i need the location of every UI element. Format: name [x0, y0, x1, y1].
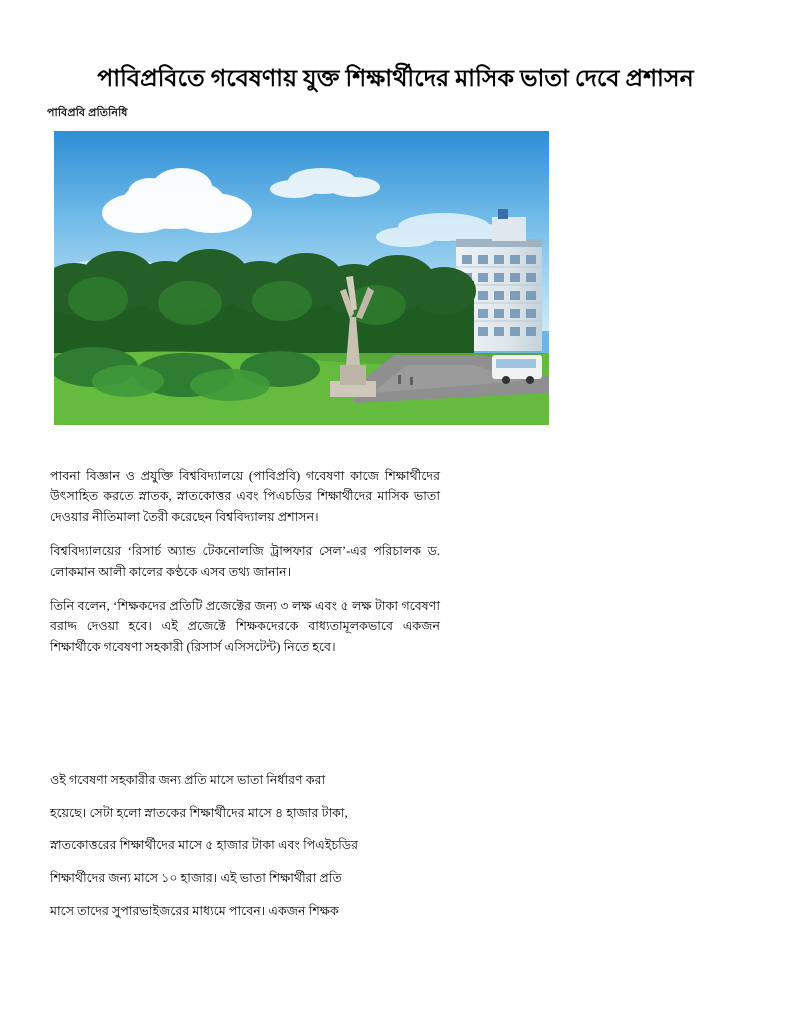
byline: পাবিপ্রবি প্রতিনিধি	[47, 107, 128, 119]
article-body	[50, 466, 440, 657]
article-body-continued	[50, 764, 450, 928]
paragraph-line: ওই গবেষণা সহকারীর জন্য প্রতি মাসে ভাতা নির্ধারণ করা	[50, 773, 326, 787]
page-title: পাবিপ্রবিতে গবেষণায় যুক্ত শিক্ষার্থীদের মাসিক ভাতা দেবে প্রশাসন	[97, 65, 694, 92]
campus-photo	[54, 131, 549, 425]
paragraph-line: স্নাতকোত্তরের শিক্ষার্থীদের মাসে ৫ হাজার টাকা এবং পিএইচডির	[50, 838, 359, 853]
paragraph: পাবনা বিজ্ঞান ও প্রযুক্তি বিশ্ববিদ্যালয়ে (পাবিপ্রবি) গবেষণা কাজে শিক্ষার্থীদের উৎসাহিত করতে স্নাতক, স্নাতকোত্তর এবং পিএচডির শিক্ষার্থীদের মাসিক ভাতা দেওয়ার নীতিমালা তৈরী করেছেন বিশ্ববিদ্যালয় প্রশাসন।	[50, 469, 440, 524]
paragraph-line: হয়েছে। সেটা হলো স্নাতকের শিক্ষার্থীদের মাসে ৪ হাজার টাকা,	[50, 805, 348, 820]
paragraph: তিনি বলেন, ‘শিক্ষকদের প্রতিটি প্রজেক্টের জন্য ৩ লক্ষ এবং ৫ লক্ষ টাকা গবেষণা বরাদ্দ দেওয়া হবে। এই প্রজেক্টে শিক্ষকদেরকে বাধ্যতামূলকভাবে একজন শিক্ষার্থীকে গবেষণা সহকারী (রিসার্স এসিসটেন্ট) নিতে হবে।	[50, 598, 440, 654]
paragraph: বিশ্ববিদ্যালয়ের ‘রিসার্চ অ্যান্ড টেকনোলজি ট্রান্সফার সেল’-এর পরিচালক ড. লোকমান আলী কালের কণ্ঠকে এসব তথ্য জানান।	[50, 544, 440, 579]
campus-photo-graphic	[54, 131, 549, 425]
paragraph-line: মাসে তাদের সুপারভাইজরের মাধ্যমে পাবেন। একজন শিক্ষক	[50, 903, 339, 918]
paragraph-line: শিক্ষার্থীদের জন্য মাসে ১০ হাজার। এই ভাতা শিক্ষার্থীরা প্রতি	[50, 871, 342, 886]
